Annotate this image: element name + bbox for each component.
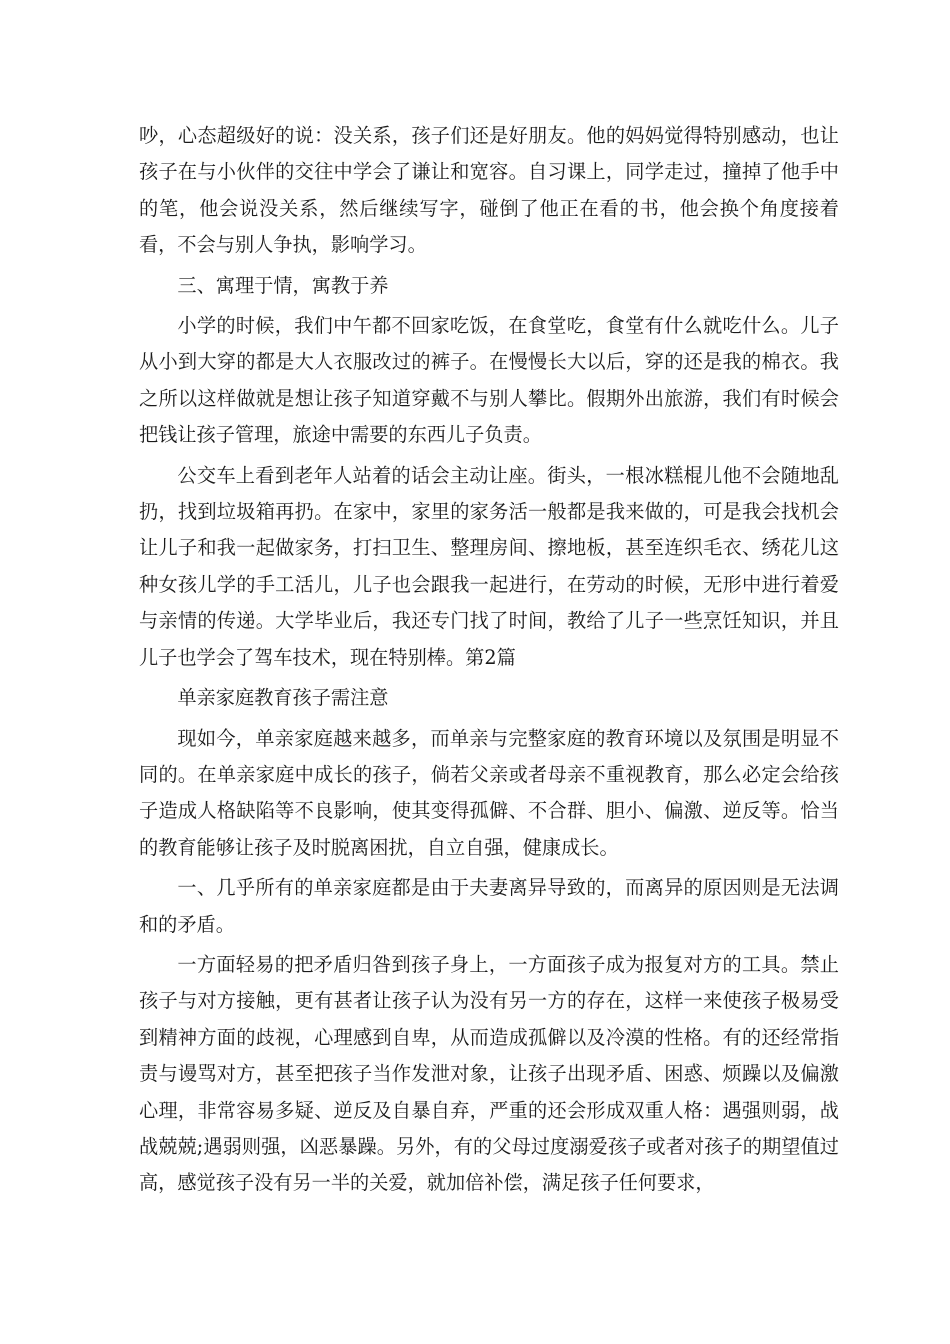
paragraph-4: 现如今，单亲家庭越来越多，而单亲与完整家庭的教育环境以及氛围是明显不同的。在单亲家庭中成长的孩子，倘若父亲或者母亲不重视教育，那么必定会给孩子造成人格缺陷等不良影响，使其变得孤僻、不合群、胆小、偏激、逆反等。恰当的教育能够让孩子及时脱离困扰，自立自强，健康成长。	[139, 726, 839, 859]
paragraph-2: 小学的时候，我们中午都不回家吃饭，在食堂吃，食堂有什么就吃什么。儿子从小到大穿的都是大人衣服改过的裤子。在慢慢长大以后，穿的还是我的棉衣。我之所以这样做就是想让孩子知道穿戴不与别人攀比。假期外出旅游，我们有时候会把钱让孩子管理，旅途中需要的东西儿子负责。	[139, 314, 839, 447]
section-heading-3: 三、寓理于情，寓教于养	[177, 273, 389, 297]
paragraph-5: 一、几乎所有的单亲家庭都是由于夫妻离异导致的，而离异的原因则是无法调和的矛盾。	[139, 876, 839, 936]
paragraph-6: 一方面轻易的把矛盾归咎到孩子身上，一方面孩子成为报复对方的工具。禁止孩子与对方接触，更有甚者让孩子认为没有另一方的存在，这样一来使孩子极易受到精神方面的歧视，心理感到自卑，从而造成孤僻以及冷漠的性格。有的还经常指责与谩骂对方，甚至把孩子当作发泄对象，让孩子出现矛盾、困惑、烦躁以及偏激心理，非常容易多疑、逆反及自暴自弃，严重的还会形成双重人格：遇强则弱，战战兢兢;遇弱则强，凶恶暴躁。另外，有的父母过度溺爱孩子或者对孩子的期望值过高，感觉孩子没有另一半的关爱，就加倍补偿，满足孩子任何要求，	[139, 952, 839, 1195]
article-title: 单亲家庭教育孩子需注意	[177, 686, 389, 710]
document-page	[139, 118, 839, 1206]
paragraph-1: 吵，心态超级好的说：没关系，孩子们还是好朋友。他的妈妈觉得特别感动，也让孩子在与小伙伴的交往中学会了谦让和宽容。自习课上，同学走过，撞掉了他手中的笔，他会说没关系，然后继续写字，碰倒了他正在看的书，他会换个角度接着看，不会与别人争执，影响学习。	[139, 124, 839, 257]
paragraph-3: 公交车上看到老年人站着的话会主动让座。街头，一根冰糕棍儿他不会随地乱扔，找到垃圾箱再扔。在家中，家里的家务活一般都是我来做的，可是我会找机会让儿子和我一起做家务，打扫卫生、整理房间、擦地板，甚至连织毛衣、绣花儿这种女孩儿学的手工活儿，儿子也会跟我一起进行，在劳动的时候，无形中进行着爱与亲情的传递。大学毕业后，我还专门找了时间，教给了儿子一些烹饪知识，并且儿子也学会了驾车技术，现在特别棒。第2篇	[139, 463, 839, 669]
